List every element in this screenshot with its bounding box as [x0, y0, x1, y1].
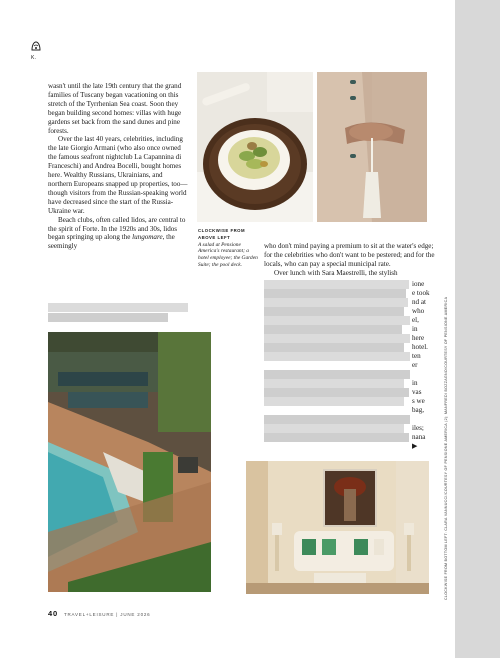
text-fragment: who: [412, 307, 425, 315]
text-fragment: iles;: [412, 424, 424, 432]
left-text-column: [48, 82, 188, 251]
text-fragment: nd at: [412, 298, 426, 306]
text-fragment: ione: [412, 280, 425, 288]
blurred-text-left: [48, 303, 188, 329]
page-number: 40: [48, 609, 58, 618]
paragraph: Over the last 40 years, celebrities, including the late Giorgio Armani (who also once owned the famous seafront nightclub La Capannina di Franceschi) and Andrea Bocelli, bought homes here. Wealthy Russians, Ukrainians, and northern Europeans snapped up properties, too—though visitors from the Russian-speaking world have decreased since the start of the Russia-Ukraine war.: [48, 135, 188, 215]
text-fragment: hotel.: [412, 343, 428, 351]
middle-text-column: [264, 242, 436, 278]
photo-pool-deck: [48, 332, 211, 592]
text-fragment: el,: [412, 316, 419, 324]
blurred-text-block: [264, 280, 414, 450]
logo-letter: K.: [31, 55, 37, 61]
text-fragment: ten: [412, 352, 421, 360]
text-fragment: s we: [412, 397, 425, 405]
caption-body: A salad at Pensione America's restaurant; a hotel employee; the Garden Suite; the pool deck.: [198, 241, 258, 268]
paragraph: [48, 216, 188, 252]
text-fragment: e took: [412, 289, 430, 297]
paragraph: Over lunch with Sara Maestrelli, the stylish: [274, 268, 398, 277]
photo-hotel-employee: [317, 72, 427, 222]
photo-credit: CLOCKWISE FROM BOTTOM LEFT: CLARA VANNUCCI/COURTESY OF PENSIONE AMERICA (2); MANFREDI BOZZAGNO/COURTESY OF PENSIONE AMERICA: [444, 296, 448, 600]
text-fragment: in: [412, 325, 418, 333]
paragraph-tail: , the seemingly: [48, 233, 175, 251]
publication-name: TRAVEL+LEISURE | JUNE 2026: [63, 612, 151, 617]
text-fragment: er: [412, 361, 418, 369]
text-fragment: bag,: [412, 406, 425, 414]
text-fragment: in: [412, 379, 418, 387]
photo-garden-suite: [246, 461, 429, 594]
photo-salad: [197, 72, 313, 222]
end-of-story-arrow-icon: ▶: [412, 442, 418, 450]
text-fragment: nana: [412, 433, 426, 441]
italic-term: lungomare: [132, 233, 163, 242]
text-fragment: vas: [412, 388, 422, 396]
paragraph: wasn't until the late 19th century that the grand families of Tuscany began vacationing on this stretch of the Tyrrhenian Sea coast. Soon they began building second homes: villas with huge gardens set back from the sand dunes and pine forests.: [48, 82, 182, 135]
publication-logo-icon: [29, 39, 43, 53]
paragraph: who don't mind paying a premium to sit at the water's edge; for the celebrities who don't want to be pestered; and for the locals, who can pay a special municipal rate.: [264, 242, 435, 268]
text-fragment: here: [412, 334, 425, 342]
caption-title: CLOCKWISE FROM ABOVE LEFT: [198, 228, 246, 240]
paragraph-text: Beach clubs, often called lidos, are central to the spirit of Forte. In the 1920s and 30s, lidos began springing up along the: [48, 215, 186, 242]
page-footer: [48, 609, 150, 618]
photo-caption: [198, 228, 260, 269]
